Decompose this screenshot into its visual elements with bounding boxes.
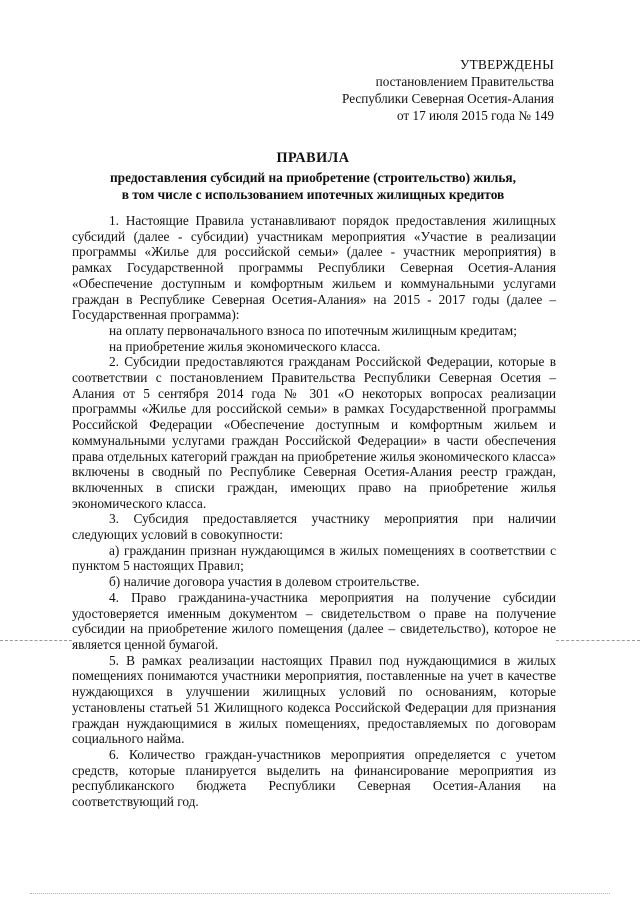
approval-line: постановлением Правительства — [375, 74, 554, 89]
approval-stamp: УТВЕРЖДЕНЫ — [459, 57, 554, 72]
paragraph-1: 1. Настоящие Правила устанавливают порядок предоставления жилищных субсидий (далее - субсидии) участникам мероприятия «Участие в реализации программы «Жилье для российской семьи» (далее - участник мероприятия) в рамках Государственной программы Республики Северная Осетия-Алания «Обеспечение доступным и комфортным жильем и коммунальными услугами граждан в Республике Северная Осетия-Алания» на 2015 - 2017 годы (далее – Государственная программа): — [72, 213, 556, 323]
paragraph-1-item: на приобретение жилья экономического класса. — [109, 338, 381, 354]
paragraph-3: 3. Субсидия предоставляется участнику мероприятия при наличии следующих условий в совокупности: — [72, 511, 556, 543]
document-title-block — [70, 150, 556, 203]
paragraph-1-item: на оплату первоначального взноса по ипотечным жилищным кредитам; — [109, 322, 517, 338]
document-body — [72, 213, 556, 810]
document-subtitle: предоставления субсидий на приобретение (строительство) жилья, — [109, 170, 517, 185]
paragraph-4: 4. Право гражданина-участника мероприятия на получение субсидии удостоверяется именным документом – свидетельством о праве на получение субсидии на приобретение жилого помещения (далее – свидетельство), которое не является ценной бумагой. — [72, 589, 556, 652]
scan-artifact-line — [0, 640, 72, 641]
paragraph-3-item: б) наличие договора участия в долевом строительстве. — [109, 574, 420, 590]
approval-date: от 17 июля 2015 года № 149 — [397, 108, 554, 123]
paragraph-6: 6. Количество граждан-участников мероприятия определяется с учетом средств, которые планируется выделить на финансирование мероприятия из республиканского бюджета Республики Северная Осетия-Алания на соответствующий год. — [72, 746, 556, 810]
scan-artifact-line — [30, 893, 610, 894]
paragraph-2: 2. Субсидии предоставляются гражданам Российской Федерации, которые в соответствии с постановлением Правительства Республики Северная Осетия – Алания от 5 сентября 2014 года № 301 «О некоторых вопросах реализации программы «Жилье для российской семьи» в рамках Государственной программы Российской Федерации «Обеспечение доступным и комфортным жильем и коммунальными услугами граждан Российской Федерации» в части обеспечения права отдельных категорий граждан на приобретение жилья экономического класса» включены в сводный по Республике Северная Осетия-Алания реестр граждан, включенных в списки граждан, имеющих право на приобретение жилья экономического класса. — [72, 354, 556, 511]
paragraph-3-item: а) гражданин признан нуждающимся в жилых помещениях в соответствии с пунктом 5 настоящих Правил; — [72, 542, 556, 574]
paragraph-5: 5. В рамках реализации настоящих Правил под нуждающимися в жилых помещениях понимаются участники мероприятия, поставленные на учет в качестве нуждающихся в улучшении жилищных условий по основаниям, которые установлены статьей 51 Жилищного кодекса Российской Федерации для признания граждан нуждающимися в жилых помещениях, предоставляемых по договорам социального найма. — [72, 652, 556, 747]
document-subtitle: в том числе с использованием ипотечных жилищных кредитов — [121, 187, 505, 202]
approval-block — [342, 56, 554, 124]
approval-line: Республики Северная Осетия-Алания — [342, 91, 554, 106]
document-title: ПРАВИЛА — [276, 150, 350, 166]
scan-artifact-line — [556, 640, 640, 641]
